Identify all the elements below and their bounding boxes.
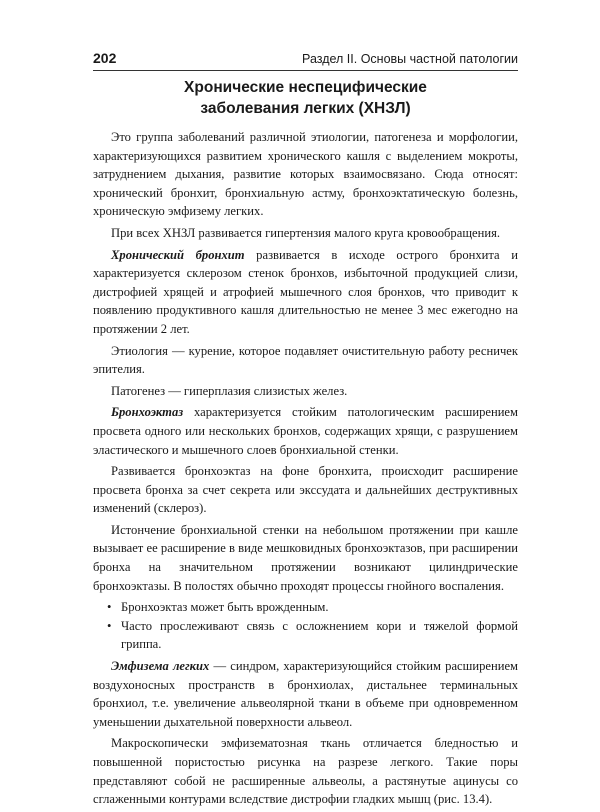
paragraph-chronic-bronchitis <box>93 246 518 339</box>
term-emphysema: Эмфизема легких <box>111 659 210 674</box>
paragraph-macroscopic: Макроскопически эмфизематозная ткань отличается бледностью и повышенной пористостью рисунка на разрезе легкого. Такие поры представляют собой не расширенные альвеолы, а растянутые ацинусы со сглаженными контурами вследствие дистрофии гладких мышц (рис. 13.4). <box>93 736 518 807</box>
paragraph-emphysema <box>93 657 518 731</box>
page-number: 202 <box>93 50 117 66</box>
emphysema-definition: — синдром, характеризующийся стойким расширением воздухоносных пространств в бронхиолах, дистальнее терминальных бронхиол, т.е. увеличение альвеолярной ткани в объеме при одновременном уменьшении дыхательной поверхности альвеол. <box>93 659 519 729</box>
bronchiectasis-definition: характеризуется стойким патологическим расширением просвета одного или нескольких бронхов, содержащих хрящи, с разрушением эластического и мышечного слоев бронхиальной стенки. <box>93 405 518 457</box>
paragraph-etiology: Этиология — курение, которое подавляет очистительную работу ресничек эпителия. <box>93 343 518 377</box>
running-title: Раздел II. Основы частной патологии <box>302 52 518 66</box>
term-chronic-bronchitis: Хронический бронхит <box>111 247 245 262</box>
body-text <box>93 128 518 809</box>
page <box>93 50 518 812</box>
chapter-title <box>93 77 518 119</box>
term-bronchiectasis: Бронхоэктаз <box>111 405 184 420</box>
chronic-bronchitis-definition: развивается в исходе острого бронхита и характеризуется склерозом стенок бронхов, избыточной продукцией слизи, дистрофией хрящей и атрофией мышечного слоя бронхов, что приводит к появлению продуктивного кашля длительностью не менее 3 мес ежегодно на протяжении 2 лет. <box>93 247 518 336</box>
paragraph-bronchial-wall: Истончение бронхиальной стенки на небольшом протяжении при кашле вызывает ее расширение в виде мешковидных бронхоэктазов, при расширении бронха на значительном протяжении возникают цилиндрические бронхоэктазы. В полостях обычно проходят процессы гнойного воспаления. <box>93 522 518 593</box>
paragraph-bronchiectasis-development: Развивается бронхоэктаз на фоне бронхита, происходит расширение просвета бронха за счет секрета или экссудата и дальнейших деструктивных изменений (склероз). <box>93 464 518 516</box>
paragraph-bronchiectasis <box>93 403 518 459</box>
paragraph-intro: Это группа заболеваний различной этиологии, патогенеза и морфологии, характеризующихся развитием хронического кашля с выделением мокроты, затруднением дыхания, развитие которых взаимосвязано. Сюда относят: хронический бронхит, бронхиальную астму, бронхоэктатическую болезнь, хроническую эмфизему легких. <box>93 130 518 219</box>
page-header <box>93 50 518 71</box>
bullet-list <box>93 598 518 654</box>
chapter-title-line-1: Хронические неспецифические <box>184 79 427 96</box>
bullet-item: • Бронхоэктаз может быть врожденным. <box>93 598 518 617</box>
bullet-item: • Часто прослеживают связь с осложнением кори и тяжелой формой гриппа. <box>93 617 518 654</box>
paragraph-hypertension: При всех ХНЗЛ развивается гипертензия малого круга кровообращения. <box>111 225 501 240</box>
chapter-title-line-2: заболевания легких (ХНЗЛ) <box>200 100 411 117</box>
paragraph-pathogenesis: Патогенез — гиперплазия слизистых желез. <box>111 383 348 398</box>
